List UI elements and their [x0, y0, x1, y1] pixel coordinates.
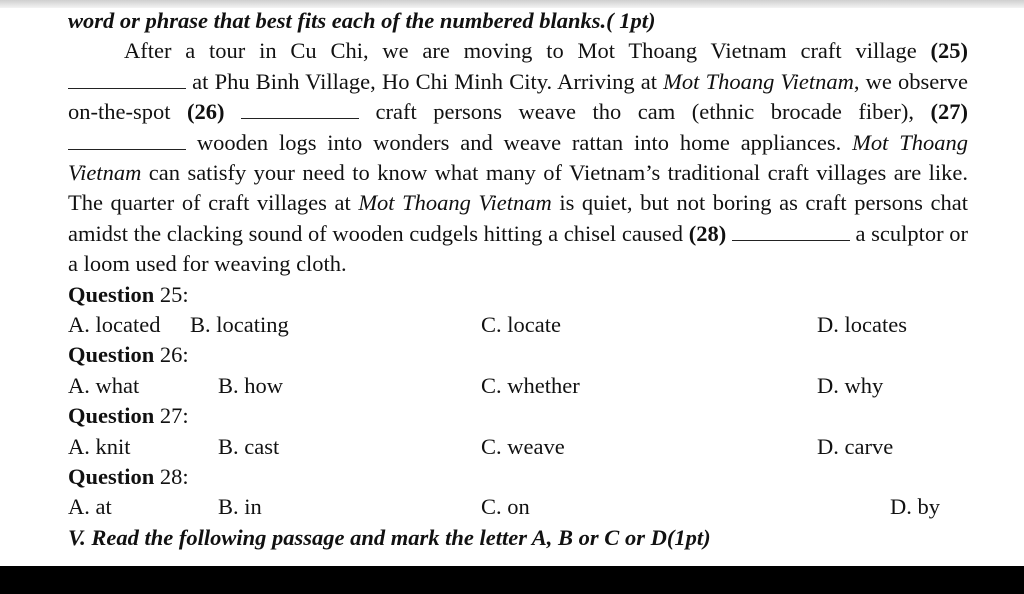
option-b[interactable]: B. cast	[218, 433, 280, 459]
section-heading: word or phrase that best fits each of the numbered blanks.( 1pt)	[68, 8, 656, 33]
question-label: Question	[68, 464, 155, 490]
blank-number-25: (25)	[930, 38, 968, 64]
worksheet-page	[68, 6, 968, 553]
option-a[interactable]: A. located	[68, 312, 161, 338]
bottom-black-bar	[0, 566, 1024, 594]
question-label: Question	[68, 342, 155, 368]
blank-26	[241, 100, 359, 119]
question-26-options	[68, 371, 968, 401]
question-27-title	[68, 401, 968, 431]
option-d[interactable]: D. carve	[817, 433, 894, 459]
passage-italic-name: Mot Thoang Vietnam	[663, 68, 854, 94]
option-a[interactable]: A. knit	[68, 433, 131, 459]
blank-number-26: (26)	[187, 99, 225, 125]
question-26-title	[68, 340, 968, 370]
question-27-options	[68, 432, 968, 462]
blank-number-27: (27)	[930, 99, 969, 125]
question-label: Question	[68, 281, 155, 307]
option-d[interactable]: D. locates	[817, 312, 907, 338]
option-c[interactable]: C. locate	[481, 312, 561, 338]
question-number: 26:	[154, 342, 189, 368]
passage-italic-name: Mot Thoang Vietnam	[68, 129, 968, 186]
question-28-options	[68, 492, 968, 522]
passage-italic-name: Mot Thoang Vietnam	[358, 190, 552, 216]
passage-text: can satisfy your need to know what many of Vietnam’s traditional craft villages are like. The quarter of craft villages at	[68, 160, 968, 216]
passage-text: is quiet, but not boring as craft persons chat amidst the clacking sound of wooden cudgels hitting a chisel caused	[68, 190, 968, 246]
passage-text: at Phu Binh Village, Ho Chi Minh City. Arriving at	[186, 68, 664, 94]
passage-text: a sculptor or a loom used for weaving cloth.	[68, 220, 969, 277]
question-28-title	[68, 462, 968, 492]
blank-27	[68, 131, 186, 150]
question-number: 27:	[154, 403, 189, 429]
question-25-options	[68, 310, 968, 340]
option-a[interactable]: A. at	[68, 494, 112, 520]
cloze-passage	[68, 36, 968, 279]
option-c[interactable]: C. whether	[481, 372, 580, 398]
option-b[interactable]: B. in	[218, 494, 262, 520]
option-d[interactable]: D. by	[890, 494, 940, 520]
question-25-title	[68, 280, 968, 310]
passage-text: , we observe on-the-spot	[68, 68, 969, 125]
option-a[interactable]: A. what	[68, 372, 140, 398]
option-c[interactable]: C. weave	[481, 433, 565, 459]
passage-text: After a tour in Cu Chi, we are moving to Mot Thoang Vietnam craft village	[124, 38, 931, 64]
blank-28	[732, 222, 850, 241]
question-number: 25:	[154, 281, 189, 307]
blank-number-28: (28)	[688, 220, 727, 246]
passage-text: wooden logs into wonders and weave rattan into home appliances.	[186, 129, 853, 155]
blank-25	[68, 70, 186, 89]
option-d[interactable]: D. why	[817, 372, 884, 398]
option-c[interactable]: C. on	[481, 494, 530, 520]
passage-text: craft persons weave tho cam (ethnic brocade fiber),	[359, 99, 931, 125]
question-label: Question	[68, 403, 155, 429]
question-number: 28:	[154, 464, 189, 490]
option-b[interactable]: B. locating	[190, 312, 289, 338]
option-b[interactable]: B. how	[218, 372, 284, 398]
next-section-heading: V. Read the following passage and mark the letter A, B or C or D(1pt)	[68, 524, 711, 550]
